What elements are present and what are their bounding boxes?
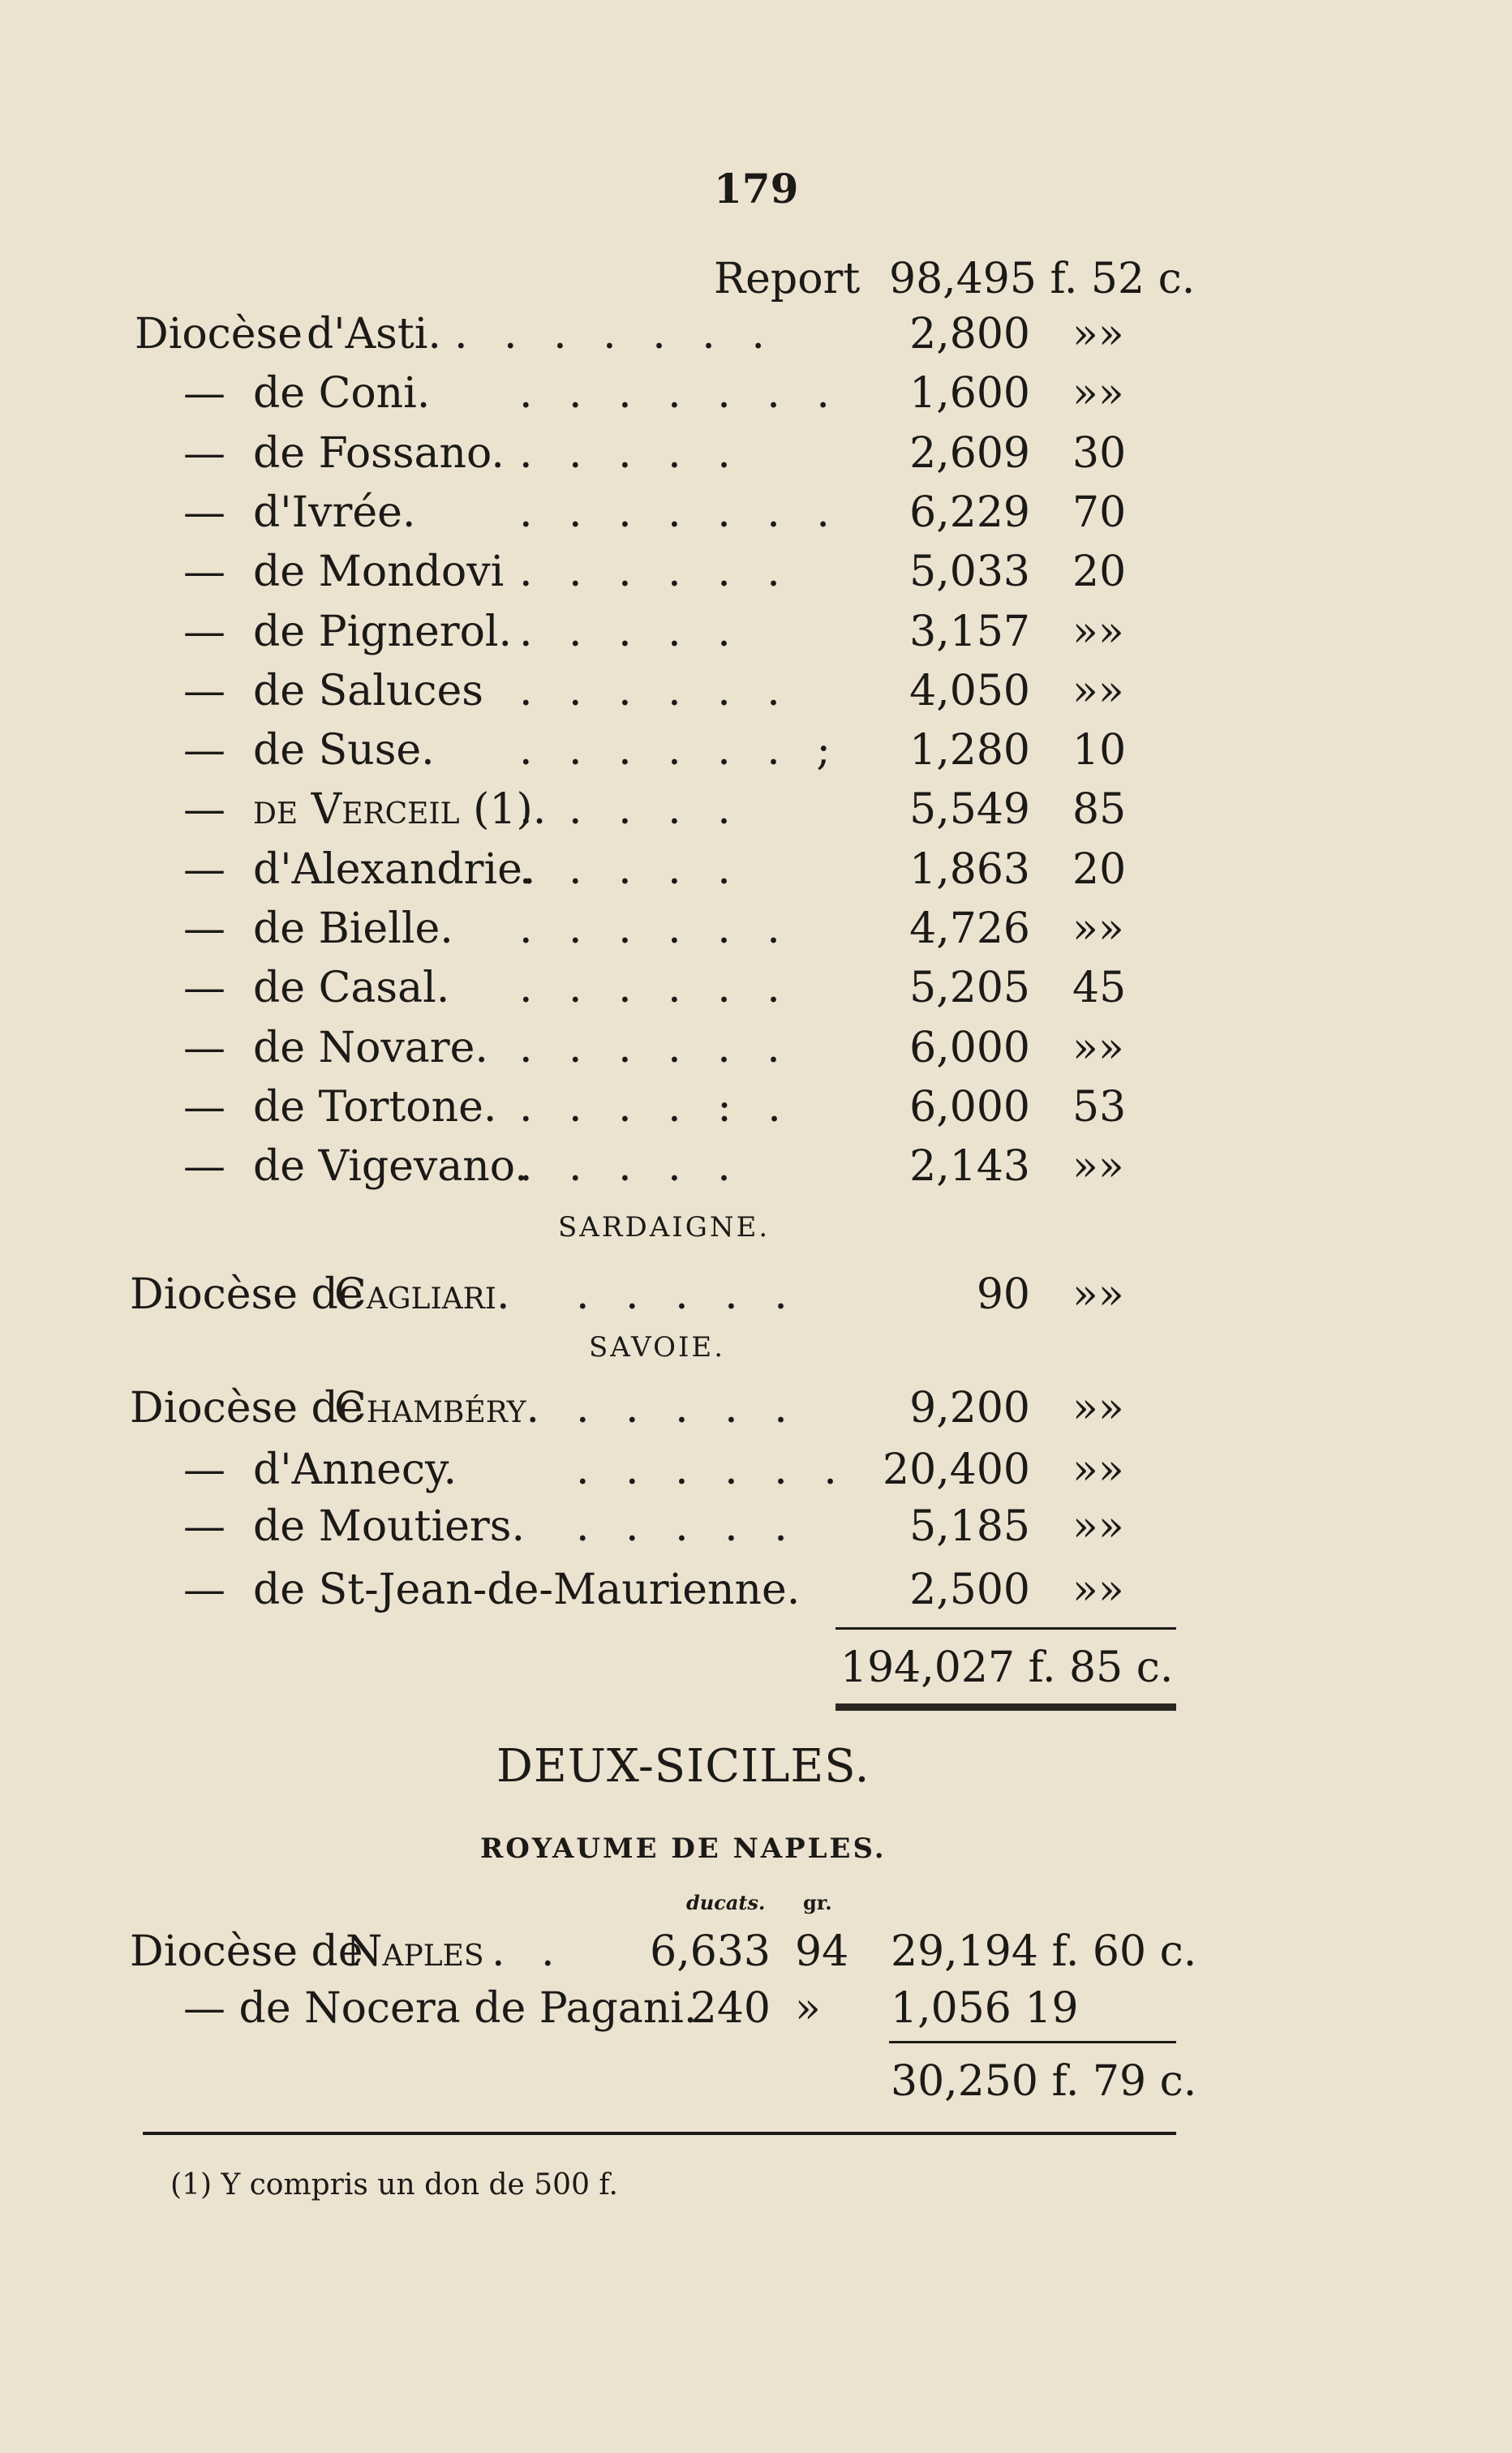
amount: 5,205 (909, 964, 1030, 1012)
sardaigne-heading: SARDAIGNE. (558, 1211, 771, 1244)
ducats: 6,633 (650, 1927, 771, 1976)
diocese-prefix: — (183, 1024, 226, 1072)
leader-dots: . . . . . . (519, 964, 792, 1012)
amount: 1,280 (909, 726, 1030, 775)
cents: »» (1072, 1502, 1124, 1551)
diocese-prefix: — (183, 1566, 226, 1614)
diocese-prefix: — (183, 548, 226, 596)
cents: 20 (1072, 548, 1127, 596)
page-number: 179 (714, 165, 799, 213)
amount: 3,157 (909, 608, 1030, 656)
leader-dots: . . . . . (519, 429, 742, 478)
subtotal-rule (835, 1627, 1176, 1630)
diocese-name: d'Annecy. (253, 1446, 457, 1494)
cents: »» (1072, 904, 1124, 953)
col-gr-label: gr. (803, 1891, 832, 1914)
nocera-label: — de Nocera de Pagani. (183, 1984, 698, 2033)
amount: 5,033 (909, 548, 1030, 596)
diocese-name: de St-Jean-de-Maurienne. (253, 1566, 801, 1614)
diocese-name: de Fossano. (253, 429, 505, 478)
diocese-name: de Vigevano. (253, 1142, 528, 1191)
diocese-prefix: Diocèse de (130, 1384, 363, 1433)
naples-total: 30,250 f. 79 c. (891, 2057, 1197, 2106)
naples-label: Diocèse de (130, 1927, 363, 1976)
cents: »» (1072, 1270, 1124, 1319)
leader-dots: . . . . . (519, 845, 742, 894)
leader-dots: . . (492, 1927, 566, 1976)
cents: 20 (1072, 845, 1127, 894)
leader-dots: . . . . : . (519, 1083, 793, 1132)
diocese-prefix: — (183, 429, 226, 478)
naples-name: Naples (346, 1927, 484, 1976)
report-label: Report (714, 255, 861, 303)
diocese-prefix: — (183, 667, 226, 715)
diocese-prefix: — (183, 1083, 226, 1132)
cents: »» (1072, 1142, 1124, 1191)
leader-dots: . . . . . (576, 1502, 799, 1551)
leader-dots: . . . . . . . (454, 310, 776, 359)
leader-dots: . . . . . . . (519, 488, 841, 537)
leader-dots: . . . . . . (519, 667, 792, 715)
royaume-naples-heading: ROYAUME DE NAPLES. (480, 1832, 887, 1865)
cents: »» (1072, 310, 1124, 359)
diocese-name: de Moutiers. (253, 1502, 526, 1551)
diocese-name: de Saluces (253, 667, 483, 715)
diocese-prefix: — (183, 488, 226, 537)
diocese-prefix: — (183, 1502, 226, 1551)
diocese-name: de Bielle. (253, 904, 453, 953)
report-amount: 98,495 f. 52 c. (889, 255, 1196, 303)
cents: 70 (1072, 488, 1127, 537)
amount: 2,500 (909, 1566, 1030, 1614)
diocese-name: d'Alexandrie. (253, 845, 536, 894)
col-ducats-label: ducats. (686, 1891, 766, 1914)
amount: 2,143 (909, 1142, 1030, 1191)
cents: »» (1072, 1446, 1124, 1494)
diocese-prefix: — (183, 369, 226, 418)
cents: 30 (1072, 429, 1127, 478)
diocese-prefix: — (183, 608, 226, 656)
amount: 9,200 (909, 1384, 1030, 1433)
diocese-name: de Casal. (253, 964, 450, 1012)
diocese-name: de Mondovi (253, 548, 505, 596)
diocese-prefix: — (183, 726, 226, 775)
footnote-rule (143, 2132, 1176, 2135)
amount: 4,050 (909, 667, 1030, 715)
leader-dots: . . . . . . ; (519, 726, 842, 775)
leader-dots: . . . . . (519, 1142, 742, 1191)
amount: 5,185 (909, 1502, 1030, 1551)
ducats: 240 (689, 1984, 771, 2033)
gr: 94 (795, 1927, 849, 1976)
amount: 29,194 f. 60 c. (891, 1927, 1197, 1976)
leader-dots: . . . . . . (519, 1024, 792, 1072)
naples-subtotal-rule (889, 2041, 1176, 2043)
deux-siciles-title: DEUX-SICILES. (496, 1740, 870, 1793)
amount: 20,400 (883, 1446, 1030, 1494)
ornament-rule (835, 1703, 1176, 1711)
leader-dots: . . . . . (576, 1270, 799, 1319)
cents: »» (1072, 667, 1124, 715)
cents: »» (1072, 369, 1124, 418)
leader-dots: . . . . . . . (519, 369, 841, 418)
diocese-name: de Novare. (253, 1024, 488, 1072)
footnote: (1) Y compris un don de 500 f. (170, 2168, 618, 2202)
cents: »» (1072, 1384, 1124, 1433)
amount: 90 (976, 1270, 1030, 1319)
diocese-prefix: Diocèse de (130, 1270, 363, 1319)
diocese-prefix: — (183, 1142, 226, 1191)
leader-dots: . . . . . (519, 608, 742, 656)
diocese-prefix: — (183, 964, 226, 1012)
diocese-name: de Suse. (253, 726, 435, 775)
diocese-name: de Verceil (1). (253, 785, 547, 834)
leader-dots: . . . . . . (576, 1446, 848, 1494)
total-1: 194,027 f. 85 c. (840, 1643, 1174, 1692)
amount: 4,726 (909, 904, 1030, 953)
cents: »» (1072, 1024, 1124, 1072)
leader-dots: . . . . . (519, 785, 742, 834)
cents: 85 (1072, 785, 1127, 834)
diocese-prefix: Diocèse (135, 310, 303, 359)
diocese-name: Chambéry. (334, 1384, 540, 1433)
cents: 45 (1072, 964, 1127, 1012)
cents: 10 (1072, 726, 1127, 775)
leader-dots: . . . . . . (519, 548, 792, 596)
diocese-name: Cagliari. (334, 1270, 510, 1319)
diocese-prefix: — (183, 1446, 226, 1494)
amount: 1,056 19 (891, 1984, 1079, 2033)
amount: 2,800 (909, 310, 1030, 359)
diocese-name: de Coni. (253, 369, 431, 418)
savoie-heading: SAVOIE. (589, 1331, 726, 1364)
amount: 6,000 (909, 1024, 1030, 1072)
diocese-name: de Pignerol. (253, 608, 513, 656)
amount: 1,600 (909, 369, 1030, 418)
amount: 5,549 (909, 785, 1030, 834)
cents: 53 (1072, 1083, 1127, 1132)
diocese-name: de Tortone. (253, 1083, 497, 1132)
amount: 1,863 (909, 845, 1030, 894)
diocese-name: d'Asti. (307, 310, 441, 359)
diocese-prefix: — (183, 904, 226, 953)
diocese-name: d'Ivrée. (253, 488, 416, 537)
amount: 2,609 (909, 429, 1030, 478)
amount: 6,000 (909, 1083, 1030, 1132)
amount: 6,229 (909, 488, 1030, 537)
cents: »» (1072, 1566, 1124, 1614)
gr: » (795, 1984, 821, 2033)
diocese-prefix: — (183, 845, 226, 894)
leader-dots: . . . . . (576, 1384, 799, 1433)
leader-dots: . . . . . . (519, 904, 792, 953)
diocese-prefix: — (183, 785, 226, 834)
cents: »» (1072, 608, 1124, 656)
